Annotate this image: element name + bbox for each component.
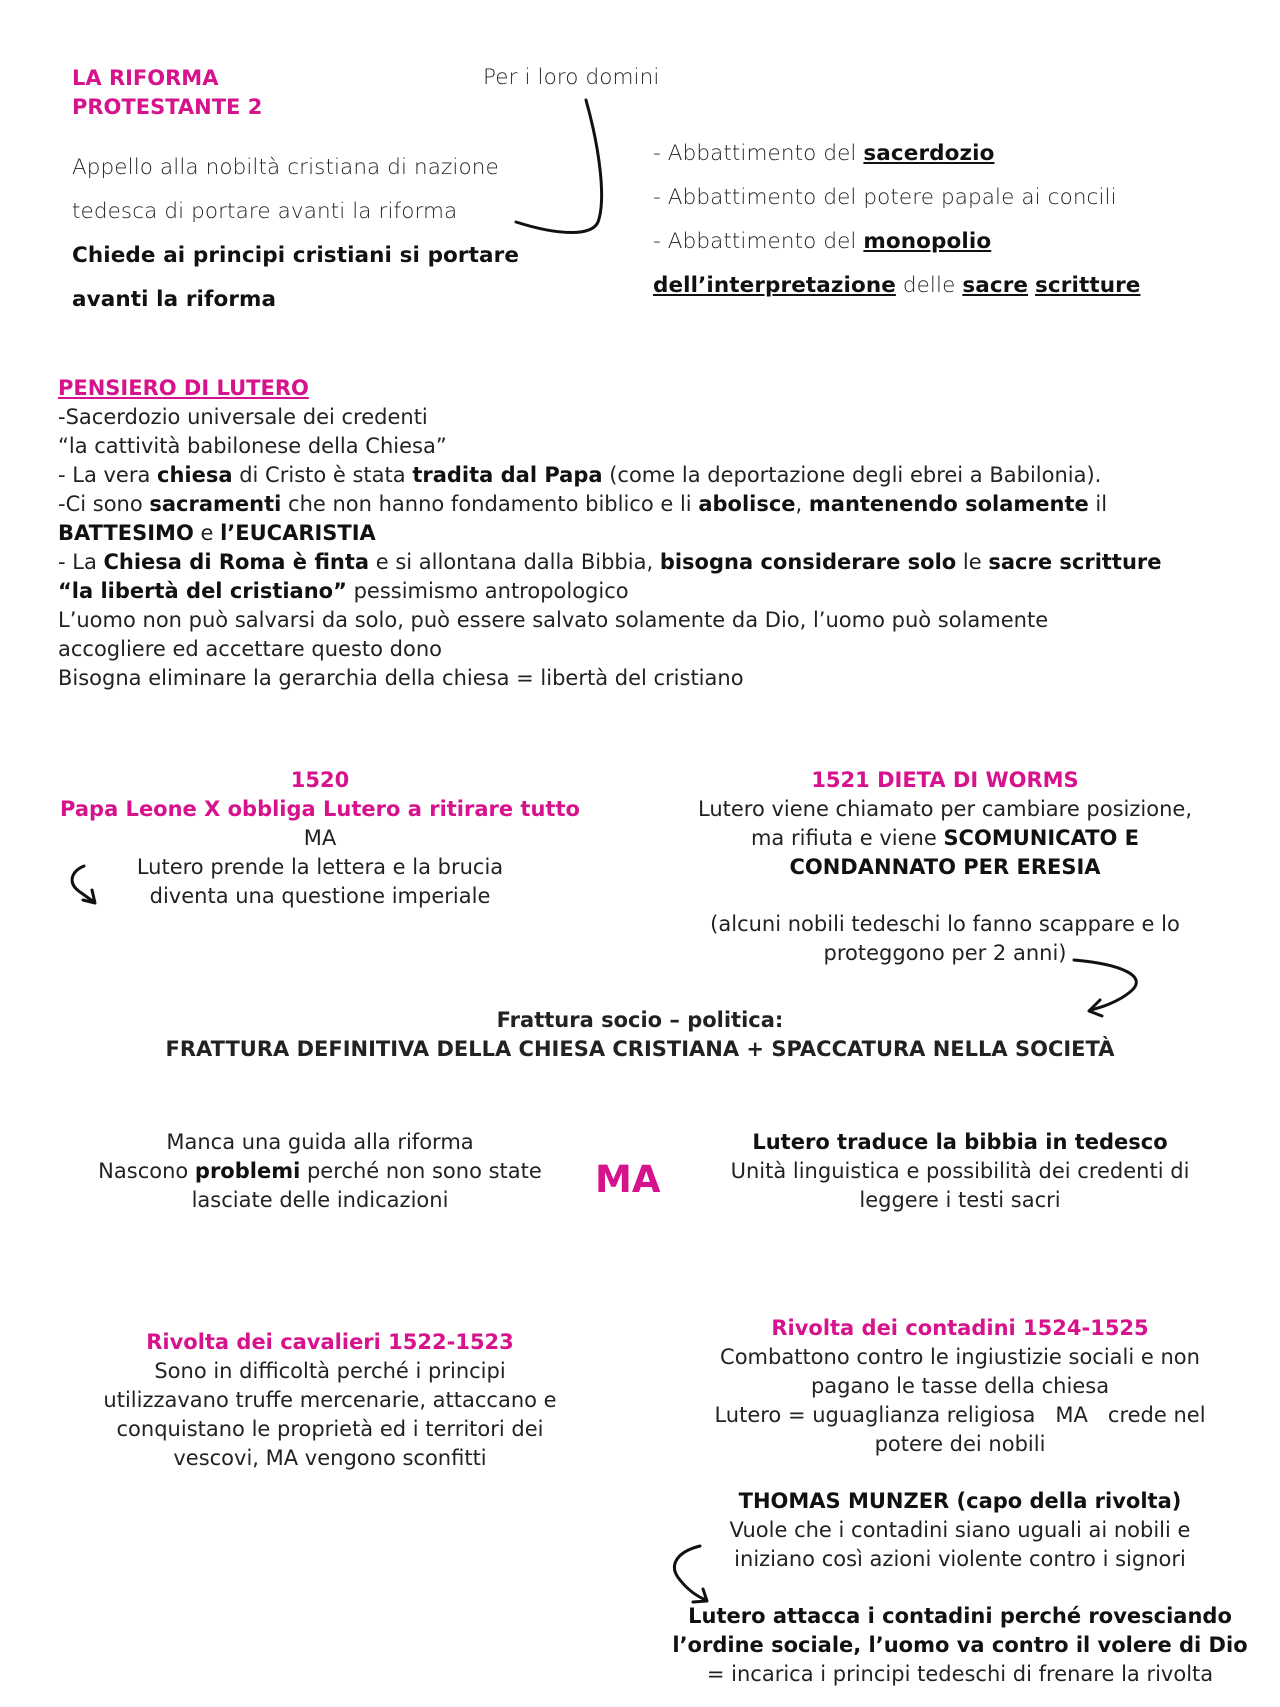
p6b: Chiesa di Roma è finta — [103, 550, 370, 574]
appello-bold-2: avanti la riforma — [72, 287, 277, 312]
note-1521-1: (alcuni nobili tedeschi lo fanno scappare e lo — [710, 912, 1180, 936]
pensiero-line-8: L’uomo non può salvarsi da solo, può essere salvato solamente da Dio, l’uomo può solamente — [58, 608, 1049, 632]
abbattimento-3b-key3: scritture — [1035, 273, 1141, 298]
lutero-bold-2: l’ordine sociale, l’uomo va contro il volere di Dio — [672, 1633, 1248, 1657]
l1521-2a: ma rifiuta e viene — [750, 826, 944, 850]
pensiero-heading: PENSIERO DI LUTERO — [58, 376, 309, 400]
pensiero-line-10: Bisogna eliminare la gerarchia della chiesa = libertà del cristiano — [58, 666, 744, 690]
cavalieri-line-4: vescovi, MA vengono sconfitti — [173, 1446, 487, 1470]
cavalieri-heading: Rivolta dei cavalieri 1522-1523 — [146, 1330, 514, 1354]
abbattimento-3-key: monopolio — [863, 229, 992, 254]
note-1521-2: proteggono per 2 anni) — [823, 941, 1067, 965]
p4d: abolisce — [698, 492, 796, 516]
mlb: problemi — [194, 1159, 301, 1183]
p3a: - La vera — [58, 463, 158, 487]
mla: Nascono — [98, 1159, 195, 1183]
ma-right-2: Unità linguistica e possibilità dei credenti di — [730, 1159, 1190, 1183]
heading-1521: 1521 DIETA DI WORMS — [811, 768, 1079, 792]
contadini-line-4: potere dei nobili — [874, 1432, 1046, 1456]
abbattimento-3b-key: dell’interpretazione — [653, 273, 896, 298]
p5c: l’EUCARISTIA — [220, 521, 376, 545]
appello-line-2: tedesca di portare avanti la riforma — [72, 199, 458, 224]
p3b: chiesa — [157, 463, 233, 487]
p5b: e — [193, 521, 221, 545]
p4g: il — [1088, 492, 1108, 516]
p6d: bisogna considerare solo — [659, 550, 957, 574]
contadini-line-2: pagano le tasse della chiesa — [810, 1374, 1110, 1398]
abbattimento-3-prefix: - Abbattimento del — [653, 229, 864, 254]
appello-bold-1: Chiede ai principi cristiani si portare — [72, 243, 520, 268]
p5a: BATTESIMO — [58, 521, 194, 545]
frattura-line-1: Frattura socio – politica: — [496, 1008, 784, 1032]
p3c: di Cristo è stata — [232, 463, 413, 487]
ma-1520: MA — [303, 826, 337, 850]
contadini-line-3: Lutero = uguaglianza religiosa MA crede nel — [714, 1403, 1206, 1427]
p3e: (come la deportazione degli ebrei a Babilonia). — [602, 463, 1102, 487]
p6c: e si allontana dalla Bibbia, — [369, 550, 660, 574]
lutero-bold-1: Lutero attacca i contadini perché rovesciando — [688, 1604, 1232, 1628]
appello-line-1: Appello alla nobiltà cristiana di nazione — [72, 155, 499, 180]
l1521-2b: SCOMUNICATO E — [943, 826, 1140, 850]
contadini-line-1: Combattono contro le ingiustizie sociali e non — [720, 1345, 1200, 1369]
headline-1520: Papa Leone X obbliga Lutero a ritirare tutto — [60, 797, 580, 821]
ma-right-3: leggere i testi sacri — [859, 1188, 1061, 1212]
ma-center: MA — [595, 1158, 661, 1201]
line-1521-1: Lutero viene chiamato per cambiare posizione, — [697, 797, 1192, 821]
p4a: -Ci sono — [58, 492, 150, 516]
p7a: “la libertà del cristiano” — [58, 579, 347, 603]
cavalieri-line-1: Sono in difficoltà perché i principi — [154, 1359, 506, 1383]
munzer-line-1: Vuole che i contadini siano uguali ai nobili e — [729, 1518, 1191, 1542]
cavalieri-line-3: conquistano le proprietà ed i territori dei — [116, 1417, 544, 1441]
mlc: perché non sono state — [300, 1159, 542, 1183]
pensiero-line-1: -Sacerdozio universale dei credenti — [58, 405, 428, 429]
title-line-1: LA RIFORMA — [72, 66, 219, 90]
pensiero-line-9: accogliere ed accettare questo dono — [58, 637, 442, 661]
p4f: mantenendo solamente — [808, 492, 1089, 516]
lutero-line-3: = incarica i principi tedeschi di frenare la rivolta — [706, 1662, 1214, 1686]
ma-left-1: Manca una guida alla riforma — [166, 1130, 474, 1154]
munzer-line-2: iniziano così azioni violente contro i signori — [734, 1547, 1186, 1571]
year-1520: 1520 — [290, 768, 350, 792]
abbattimento-3b-key2: sacre — [962, 273, 1029, 298]
munzer-heading: THOMAS MUNZER (capo della rivolta) — [738, 1489, 1182, 1513]
title-line-2: PROTESTANTE 2 — [72, 95, 263, 119]
cavalieri-line-2: utilizzavano truffe mercenarie, attaccano e — [103, 1388, 557, 1412]
p3d: tradita dal Papa — [412, 463, 603, 487]
ma-left-3: lasciate delle indicazioni — [191, 1188, 449, 1212]
line-1520-2: diventa una questione imperiale — [149, 884, 491, 908]
p4c: che non hanno fondamento biblico e li — [281, 492, 699, 516]
frattura-line-2: FRATTURA DEFINITIVA DELLA CHIESA CRISTIANA + SPACCATURA NELLA SOCIETÀ — [165, 1037, 1115, 1061]
line-1520-1: Lutero prende la lettera e la brucia — [136, 855, 504, 879]
p4b: sacramenti — [149, 492, 282, 516]
p6e: le — [956, 550, 989, 574]
contadini-heading: Rivolta dei contadini 1524-1525 — [771, 1316, 1149, 1340]
abbattimento-3b-mid: delle — [895, 273, 963, 298]
ma-right-1: Lutero traduce la bibbia in tedesco — [752, 1130, 1168, 1154]
abbattimento-1-key: sacerdozio — [863, 141, 995, 166]
abbattimento-item-2: - Abbattimento del potere papale ai concili — [653, 185, 1117, 210]
p6a: - La — [58, 550, 104, 574]
pensiero-line-2: “la cattività babilonese della Chiesa” — [58, 434, 447, 458]
p7b: pessimismo antropologico — [346, 579, 629, 603]
domains-note: Per i loro domini — [483, 65, 660, 90]
line-1521-3: CONDANNATO PER ERESIA — [789, 855, 1101, 879]
p4e: , — [795, 492, 809, 516]
abbattimento-1-prefix: - Abbattimento del — [653, 141, 864, 166]
p6f: sacre scritture — [988, 550, 1162, 574]
